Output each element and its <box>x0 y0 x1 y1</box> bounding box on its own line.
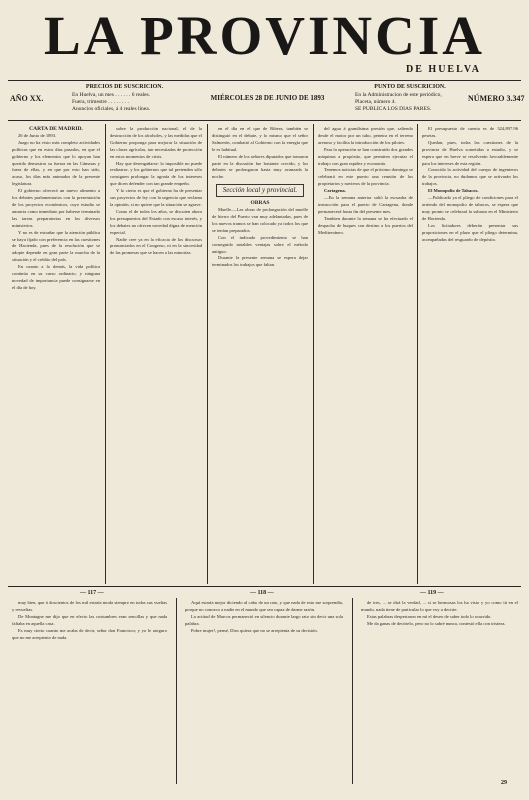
column-divider <box>313 124 314 584</box>
paragraph: Tambien durante la semana se ha efectuado el despacho de buques con destino a los puertos del Mediterráneo. <box>318 215 413 235</box>
paragraph: del agua á grandísima presión que, saliendo desde el motor por un tubo, penetra en el terreno arenoso y facilita la introducción de los pilotes. <box>318 126 413 145</box>
paragraph: Me da ganas de decírtelo, pero no lo sabré nunca, contestó ella con tristeza. <box>367 620 506 626</box>
paragraph: Como el de todos los años, se discuten ahora los presupuestos del Estado con escaso interés, y los debates no ofrecen novedad digna de mención especial. <box>110 208 202 235</box>
paragraph: —Publicado ya el pliego de condiciones para el arriendo del monopolio de tabacos, se espera que muy pronto se celebrará la subasta en el Ministerio de Hacienda. <box>422 195 518 221</box>
section-box-title: Sección local y provincial. <box>216 184 304 197</box>
paragraph: Quedan, pues, todas las cuestiones de la provincia de Huelva sometidas a estudio, y se espera que en breve se resolverán favorablemente para los intereses de esta región. <box>422 139 518 166</box>
section-lead: El Monopolio de Tabacos. <box>428 188 479 194</box>
prices-line: Fuera, trimestre . . . . . . . . <box>72 99 129 105</box>
paragraph: Y no es de extrañar que la atención pública se haya fijado con preferencia en las cuestiones de Hacienda, pues de la resolución que se adopte depende en gran parte la marcha de la situación y el crédito del país. <box>12 229 100 263</box>
folio-left: — 117 — <box>80 590 104 596</box>
paragraph: Durante la presente semana se espera dejar terminados los trabajos que faltan. <box>212 255 308 268</box>
feuilleton-rule <box>8 586 521 587</box>
feuilleton-column-1 <box>12 600 167 784</box>
paragraph: En cuanto a lo demás, la vida política continúa en su curso ordinario, y ninguna novedad de importancia puede consignarse en el día de hoy. <box>12 264 100 290</box>
point-title: PUNTO DE SUSCRICION. <box>374 84 446 90</box>
header-rule-bottom <box>8 120 521 121</box>
paragraph: Conocida la actividad del cuerpo de ingenieros de la provincia, no dudamos que se activarán los trabajos. <box>422 167 518 187</box>
prices-title: PRECIOS DE SUSCRICION. <box>85 84 164 90</box>
year-label: AÑO XX. <box>10 94 44 103</box>
paragraph: El gobierno ofrecerá un nuevo alimento a los debates parlamentarios con la presentación de los proyectos económicos, cuyo estudio se anuncia como inmediato por haberse terminado las tareas preparatorias en los diversos ministerios. <box>12 188 100 228</box>
paragraph: Hay que desengañarse: lo imposible no puede realizarse, y los gobiernos que tal pretenden sólo consiguen prolongar la agonía de los intereses que dicen defender con tan grande empeño. <box>110 160 202 187</box>
paragraph: El presupuesto de cuenta es de 324,897.96 pesetas. <box>422 126 518 138</box>
subscription-point-box <box>355 84 465 118</box>
paragraph: Aquí estaría mejor diciendo al cabo de un rato, y que nada de esto me sorprendía, porque no conozco a nadie en el mundo que sea capaz de darme razón. <box>185 600 343 612</box>
column-divider <box>176 598 177 784</box>
masthead-subtitle: DE HUELVA <box>406 64 481 75</box>
paragraph: Nadie cree ya en la eficacia de los discursos pronunciados en el Congreso, ni en la sinceridad de las promesas que se hacen a las minorías. <box>110 236 202 256</box>
paragraph: muy bien, que á doscientos de los mil estaría moda siempre en todas sus vueltas y revueltas. <box>12 600 167 612</box>
section-lead: Cartagena. <box>324 188 346 194</box>
paragraph: Muelle.—Las obras de prolongación del muelle de hierro del Puerto van muy adelantadas, pues de los nuevos tramos se han colocado ya todos los que se tenían preparados. <box>212 207 308 233</box>
paragraph: La actitud de Marcos permaneció en silencio durante largo rato sin decir una sola palabra. <box>185 613 343 626</box>
paragraph: Estas palabras despertaron en mí el deseo de saber todo lo ocurrido. <box>367 613 492 619</box>
article-headline: CARTA DE MADRID. <box>29 126 83 132</box>
paragraph: Tenemos noticias de que el próximo domingo se celebrará en este puerto una reunión de los propietarios y navieros de la provincia. <box>318 167 413 187</box>
column-2 <box>110 126 202 584</box>
paragraph: Con el indicado procedimiento se han conseguido notables ventajas sobre el método antiguo. <box>212 234 308 254</box>
folio-middle: — 118 — <box>250 590 274 596</box>
point-line: Placeta, número 4. <box>355 99 396 105</box>
paragraph: Es muy cierto cuanto me acaba de decir, señor don Francisco; y yo le aseguro que no me arrepiento de nada. <box>12 627 167 640</box>
paragraph: El número de los señores diputados que tomaron parte en la discusión fue bastante crecido, y los debates se prolongaron hasta muy avanzada la noche. <box>212 153 308 180</box>
column-divider <box>417 124 418 584</box>
article-dateline: 26 de Junio de 1893. <box>18 132 57 138</box>
header-rule-top <box>8 80 521 81</box>
paragraph: Para la operación se han construido dos grandes máquinas a propósito, que permiten ejecutar el trabajo con gran rapidez y economía. <box>318 146 413 166</box>
paragraph: de tres, ... se dirá la verdad, ... si se hermosas los ha visto y yo como tú en el mundo, nada tiene de particular lo que voy a decirte. <box>361 600 518 612</box>
column-5 <box>422 126 518 584</box>
column-4 <box>318 126 413 584</box>
point-line: SE PUBLICA LOS DIAS PARES. <box>355 106 432 112</box>
paragraph: —En la semana anterior salió la escuadra de instrucción para el puerto de Cartagena, donde permanecerá hasta fin del presente mes. <box>318 195 413 214</box>
column-1 <box>12 126 100 584</box>
page-number: 29 <box>501 780 507 786</box>
column-divider <box>352 598 353 784</box>
issue-date: MIÉRCOLES 28 DE JUNIO DE 1893 <box>210 94 325 102</box>
prices-line: En Huelva, un mes . . . . . . 6 reales. <box>72 92 151 98</box>
feuilleton-column-3 <box>361 600 518 776</box>
paragraph: De Montagne me dijo que en efecto las costumbres eran sencillas y que nada faltaba en aquella casa. <box>12 613 167 626</box>
prices-line: Anuncios oficiales, á 4 reales línea. <box>72 106 151 112</box>
paragraph: en el día en el que de Ribera, también se distinguió en el debate, y lo mismo que el señor Salmerón, combatió al Gobierno con la energía que le es habitual. <box>212 126 308 152</box>
point-line: En la Administracion de este periódico, <box>355 92 442 98</box>
paragraph: Pobre mujer!, pensé, Dios quiera que no se arrepienta de su decisión. <box>191 627 318 633</box>
issue-number: NÚMERO 3.347 <box>468 94 525 103</box>
masthead-title: LA PROVINCIA <box>44 5 485 66</box>
column-divider <box>207 124 208 584</box>
column-3 <box>212 126 308 584</box>
prices-box <box>72 84 177 118</box>
paragraph: Los licitadores deberán presentar sus proposiciones en el plazo que el pliego determina, acompañadas del resguardo de depósito. <box>422 222 518 242</box>
column-divider <box>105 124 106 584</box>
paragraph: Y lo cierto es que el gobierno ha de presentar sus proyectos de ley con la urgencia que reclama la opinión, si no quiere que la situación se agrave. <box>110 188 202 207</box>
folio-right: — 119 — <box>420 590 444 596</box>
section-subhead: OBRAS <box>250 200 270 207</box>
feuilleton-column-2 <box>185 600 343 784</box>
paragraph: sobre la producción nacional, el de la destrucción de los alcoholes, y las medidas que el Gobierno proponga para mejorar la situación de las clases agrícolas, tan necesitadas de protección en estos momentos de crisis. <box>110 126 202 159</box>
paragraph: Juzgo no ha visto más completo actividades políticas que en estos días pasados, en que el gobierno y los elementos que lo apoyan han querido demostrar su fuerza en las Cámaras y fuera de ellas, y en que por esto han sido, acaso, los días más animados de la presente legislatura. <box>12 139 100 187</box>
